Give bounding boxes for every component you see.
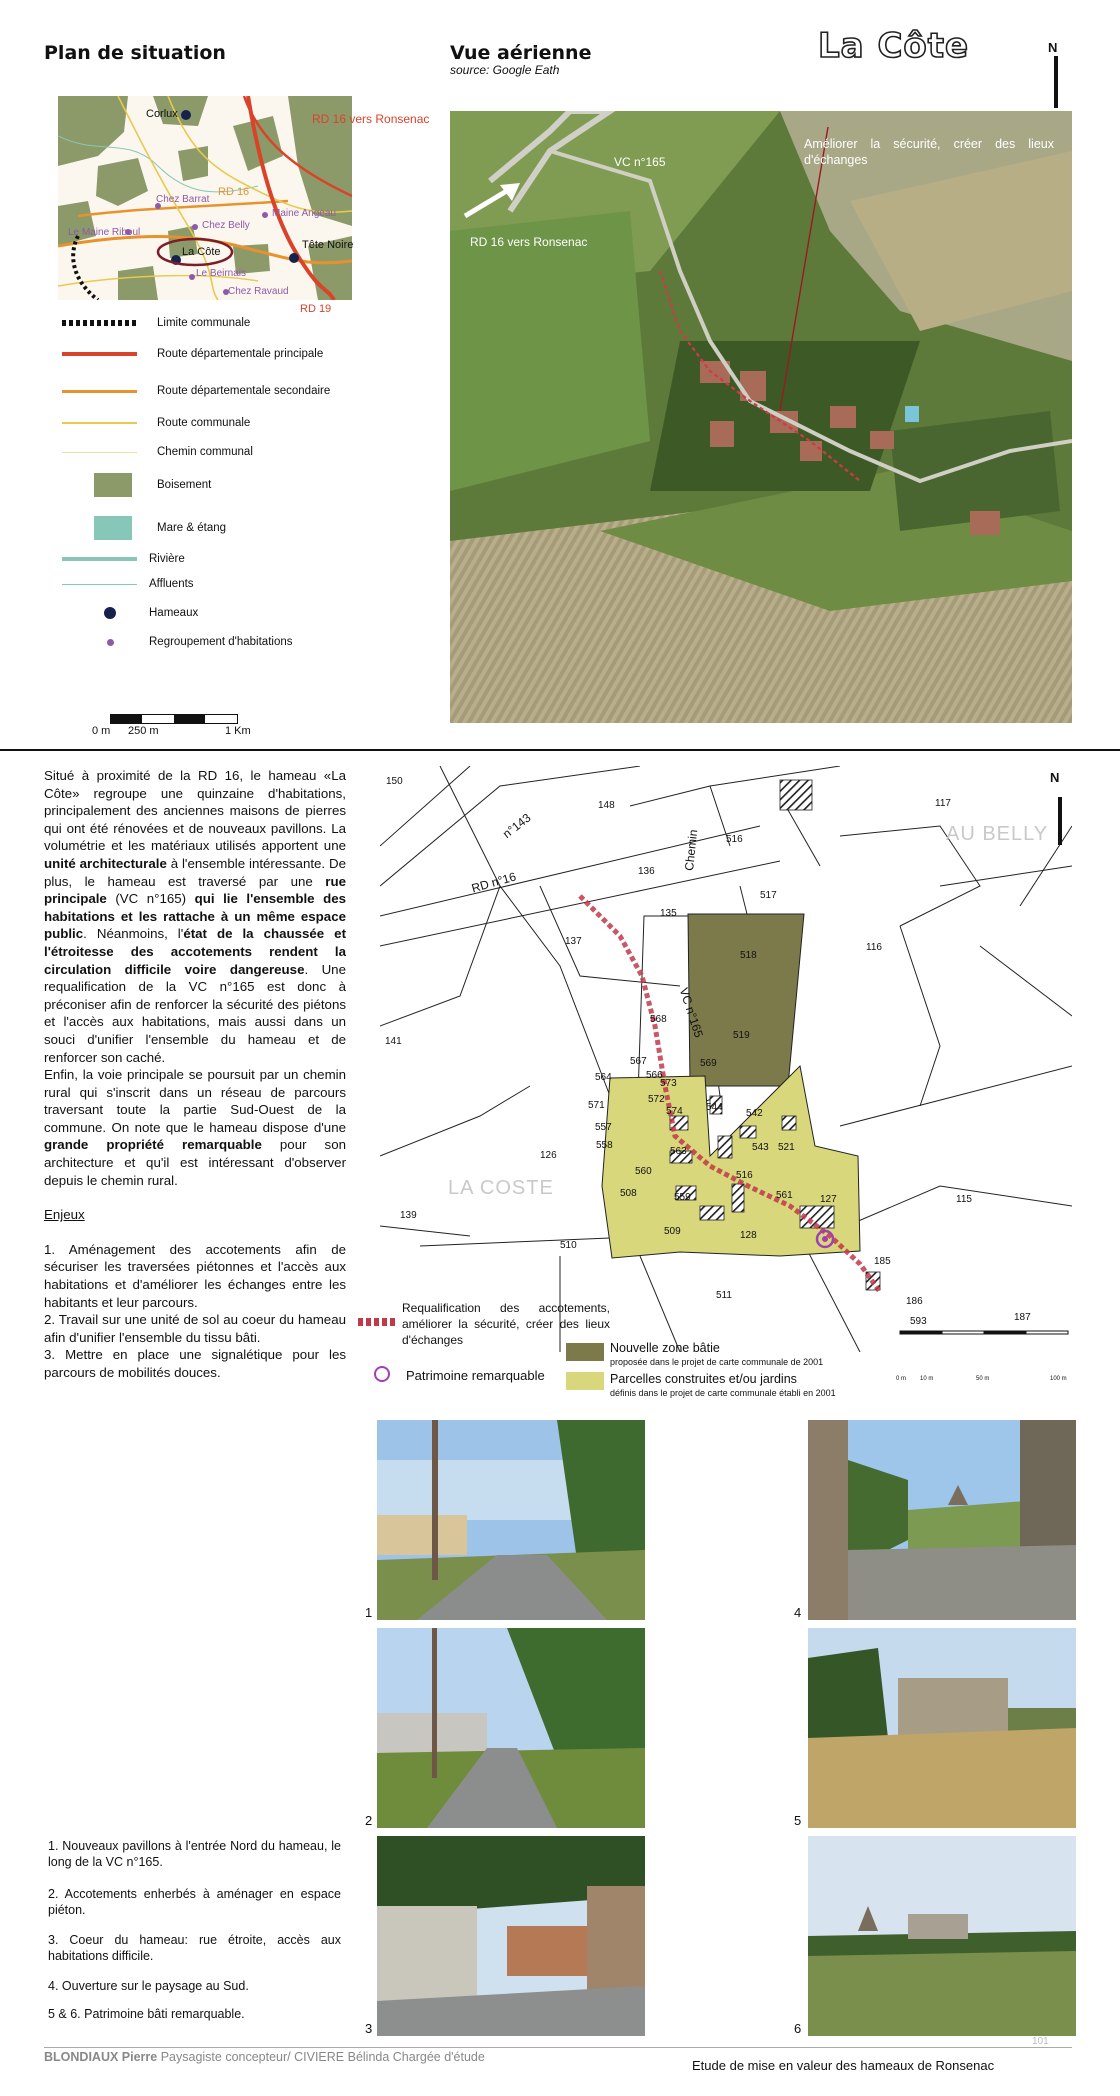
legend-item: Mare & étang: [62, 515, 226, 541]
river-line-icon: [62, 557, 137, 561]
section-divider: [0, 749, 1120, 751]
parcel-number: 519: [733, 1030, 750, 1041]
scale-0: 0 m: [92, 725, 111, 737]
parcel-number: 561: [776, 1190, 793, 1201]
enjeux-2: 2. Travail sur une unité de sol au coeur du hameau afin d'unifier l'ensemble du tissu bâti.: [44, 1312, 346, 1345]
parcel-number: 564: [595, 1072, 612, 1083]
new-zone-label: Nouvelle zone bâtie: [610, 1341, 720, 1355]
caption-1: 1. Nouveaux pavillons à l'entrée Nord du hameau, le long de la VC n°165.: [48, 1839, 341, 1869]
map-label-corlux: Corlux: [146, 108, 178, 120]
north-arrow-icon: [1054, 56, 1058, 108]
parcel-number: 128: [740, 1230, 757, 1241]
cad-scale-2: 50 m: [976, 1376, 990, 1382]
photo-3-number: 3: [365, 2021, 373, 2036]
new-zone-sub: proposée dans le projet de carte communale de 2001: [610, 1357, 824, 1367]
enjeux-title: Enjeux: [44, 1207, 85, 1223]
parcels-label: Parcelles construites et/ou jardins: [610, 1372, 797, 1386]
cadastre-north-label: N: [1050, 770, 1060, 785]
parcel-number: 517: [760, 890, 777, 901]
parcel-number: 516: [736, 1170, 753, 1181]
parcel-number: 516: [726, 834, 743, 845]
photo-5: [808, 1628, 1076, 1828]
parcel-number: 569: [700, 1058, 717, 1069]
parcel-number: 508: [620, 1188, 637, 1199]
map-label-maine-riboul: Le Maine Riboul: [68, 227, 141, 238]
scale-mid: 250 m: [128, 725, 159, 737]
caption-3: 3. Coeur du hameau: rue étroite, accès aux habitations difficile.: [48, 1933, 341, 1963]
parcel-number: 117: [935, 798, 951, 809]
aerial-rd-label: RD 16 vers Ronsenac: [470, 235, 588, 249]
parcel-number: 593: [910, 1316, 927, 1327]
pale-line-icon: [62, 452, 137, 453]
parcel-number: 115: [956, 1194, 972, 1205]
parcel-number: 139: [400, 1210, 417, 1221]
legend-item: Chemin communal: [62, 442, 253, 462]
map-label-le-beirnais: Le Beirnais: [196, 268, 247, 279]
orange-line-icon: [62, 390, 137, 393]
parcel-number: 560: [635, 1166, 652, 1177]
page-title: La Côte: [818, 26, 970, 66]
photo-2: [377, 1628, 645, 1828]
cadastre-label-chemin: Chemin: [682, 828, 701, 872]
parcel-number: 566: [646, 1070, 663, 1081]
parcel-number: 567: [630, 1056, 647, 1067]
parcel-number: 571: [588, 1100, 605, 1111]
parcel-number: 521: [778, 1142, 795, 1153]
yellow-line-icon: [62, 422, 137, 424]
heritage-icon: [374, 1366, 390, 1382]
plan-title: Plan de situation: [44, 42, 226, 64]
map-label-chez-belly: Chez Belly: [202, 220, 250, 231]
photo-2-number: 2: [365, 1813, 373, 1828]
parcel-number: 572: [648, 1094, 665, 1105]
parcel-number: 116: [866, 942, 882, 953]
cad-scale-1: 10 m: [920, 1376, 934, 1382]
map-label-chez-ravaud: Chez Ravaud: [228, 286, 289, 297]
cadastre-label-la-coste: LA COSTE: [448, 1177, 554, 1199]
pond-square-icon: [62, 516, 137, 540]
map-label-maine-angeau: Maine Angeau: [272, 208, 336, 219]
parcel-number: 509: [664, 1226, 681, 1237]
dashed-line-icon: [62, 320, 137, 326]
parcel-number: 542: [746, 1108, 763, 1119]
stream-line-icon: [62, 584, 137, 585]
parcel-number: 150: [386, 776, 403, 787]
photo-5-number: 5: [794, 1813, 802, 1828]
forest-square-icon: [62, 473, 137, 497]
parcel-number: 186: [906, 1296, 923, 1307]
red-line-icon: [62, 352, 137, 356]
aerial-photo: [450, 111, 1072, 723]
parcel-number: 543: [752, 1142, 769, 1153]
aerial-annotation: Améliorer la sécurité, créer des lieux d'échanges: [804, 137, 1054, 167]
parcel-number: 558: [596, 1140, 613, 1151]
parcel-number: 557: [595, 1122, 612, 1133]
map-label-rd19: RD 19: [300, 303, 332, 315]
photo-4: [808, 1420, 1076, 1620]
caption-5: 5 & 6. Patrimoine bâti remarquable.: [48, 2007, 245, 2021]
parcel-number: 573: [660, 1078, 677, 1089]
footer-author: BLONDIAUX Pierre Paysagiste concepteur/ CIVIERE Bélinda Chargée d'étude: [44, 2050, 485, 2064]
parcel-number: 126: [540, 1150, 557, 1161]
parcel-number: 568: [650, 1014, 667, 1025]
photo-4-number: 4: [794, 1605, 802, 1620]
parcel-number: 135: [660, 908, 677, 919]
legend-item: Regroupement d'habitations: [62, 632, 293, 652]
legend-item: Boisement: [62, 472, 211, 498]
parcel-number: 148: [598, 800, 615, 811]
map-label-la-cote: La Côte: [182, 246, 221, 258]
aerial-source: source: Google Eath: [450, 63, 560, 77]
map-label-rd16: RD 16: [218, 186, 250, 198]
parcel-number: 511: [716, 1290, 732, 1301]
heritage-label: Patrimoine remarquable: [406, 1368, 545, 1383]
caption-2: 2. Accotements enherbés à aménager en espace piéton.: [48, 1887, 341, 1917]
aerial-title: Vue aérienne: [450, 42, 592, 64]
new-zone-swatch: [566, 1343, 604, 1361]
parcel-number: 187: [1014, 1312, 1031, 1323]
map-label-tete-noire: Tête Noire: [302, 239, 354, 251]
parcel-number: 185: [874, 1256, 891, 1267]
requal-line-icon: [358, 1318, 398, 1326]
scale-bar: [110, 714, 238, 724]
legend-item: Hameaux: [62, 603, 198, 623]
parcels-sub: définis dans le projet de carte communale établi en 2001: [610, 1388, 836, 1398]
footer-rule: [44, 2047, 1072, 2048]
parcel-number: 127: [820, 1194, 837, 1205]
cadastre-label-rd16: RD n°16: [470, 869, 518, 896]
photo-1: [377, 1420, 645, 1620]
legend-item: Affluents: [62, 574, 194, 594]
parcel-number: 563: [670, 1146, 687, 1157]
map-label-chez-barrat: Chez Barrat: [156, 194, 210, 205]
parcel-number: 544: [706, 1102, 723, 1113]
scale-end: 1 Km: [225, 725, 251, 737]
aerial-vc-label: VC n°165: [614, 155, 666, 169]
page-number: 101: [1032, 2036, 1049, 2047]
cadastre-label-n143: n°143: [500, 810, 534, 842]
parcel-number: 559: [674, 1192, 691, 1203]
cadastre-label-vc165: VC n°165: [676, 986, 706, 1040]
enjeux-1: 1. Aménagement des accotements afin de sécuriser les traversées piétonnes et l'accès aux habitations et d'améliorer les échanges entre les habitants et leur parcours.: [44, 1241, 346, 1310]
description-text: Situé à proximité de la RD 16, le hameau «La Côte» regroupe une quinzaine d'habitations, principalement des anciennes maisons de pierres qui ont été rénovées et de nouveaux pavillons. La volumétrie et les matériaux utilisés apportent une unité architecturale à l'ensemble intéressante. De plus, le hameau est traversé par une rue principale (VC n°165) qui lie l'ensemble des habitations et les rattache à un même espace public. Néanmoins, l'état de la chaussée et l'étroitesse des accotements rendent la circulation difficile voire dangereuse. Une requalification de la VC n°165 est donc à préconiser afin de renforcer la sécurité des piétons et l'accès aux habitations, mais aussi dans un souci d'unifier l'ensemble du hameau et de renforcer son caché. Enfin, la voie principale se poursuit par un chemin rural qui s'inscrit dans un réseau de parcours traversant toute la partie Sud-Ouest de la commune. On note que le hameau dispose d'une grande propriété remarquable pour son architecture et qu'il est intéressant d'observer depuis le chemin rural. Enjeux 1. Aménagement des accotements afin de sécuriser les traversées piétonnes et l'accès aux habitations et d'améliorer les échanges entre les habitants et leur parcours. 2. Travail sur une unité de sol au coeur du hameau afin d'unifier l'ensemble du tissu bâti. 3. Mettre en place une signalétique pour les parcours de mobilités douces.: [44, 768, 347, 1380]
legend-item: Route départementale secondaire: [62, 381, 330, 401]
legend-item: Rivière: [62, 549, 185, 569]
parcels-swatch: [566, 1372, 604, 1390]
cadastre-map: [380, 766, 1072, 1352]
photo-6-number: 6: [794, 2021, 802, 2036]
cadastre-label-au-belly: AU BELLY: [946, 823, 1049, 845]
housing-dot-icon: [62, 639, 137, 646]
footer-study: Etude de mise en valeur des hameaux de Ronsenac: [692, 2058, 995, 2073]
legend-item: Route départementale principale: [62, 344, 323, 364]
photo-6: [808, 1836, 1076, 2036]
caption-4: 4. Ouverture sur le paysage au Sud.: [48, 1979, 249, 1993]
legend-item: Route communale: [62, 413, 250, 433]
parcel-number: 510: [560, 1240, 577, 1251]
parcel-number: 518: [740, 950, 757, 961]
enjeux-3: 3. Mettre en place une signalétique pour les parcours de mobilités douces.: [44, 1347, 346, 1380]
requal-label: Requalification des accotements, améliorer la sécurité, créer des lieux d'échanges: [402, 1301, 610, 1347]
legend-item: Limite communale: [62, 313, 250, 333]
photo-1-number: 1: [365, 1605, 373, 1620]
cad-scale-0: 0 m: [896, 1376, 907, 1382]
parcel-number: 574: [666, 1106, 683, 1117]
map-label-rd16-vers: RD 16 vers Ronsenac: [312, 112, 430, 126]
parcel-number: 141: [385, 1036, 402, 1047]
photo-3: [377, 1836, 645, 2036]
parcel-number: 137: [565, 936, 582, 947]
hamlet-dot-icon: [62, 607, 137, 619]
north-label: N: [1048, 40, 1058, 55]
parcel-number: 136: [638, 866, 655, 877]
cad-scale-3: 100 m: [1050, 1376, 1067, 1382]
